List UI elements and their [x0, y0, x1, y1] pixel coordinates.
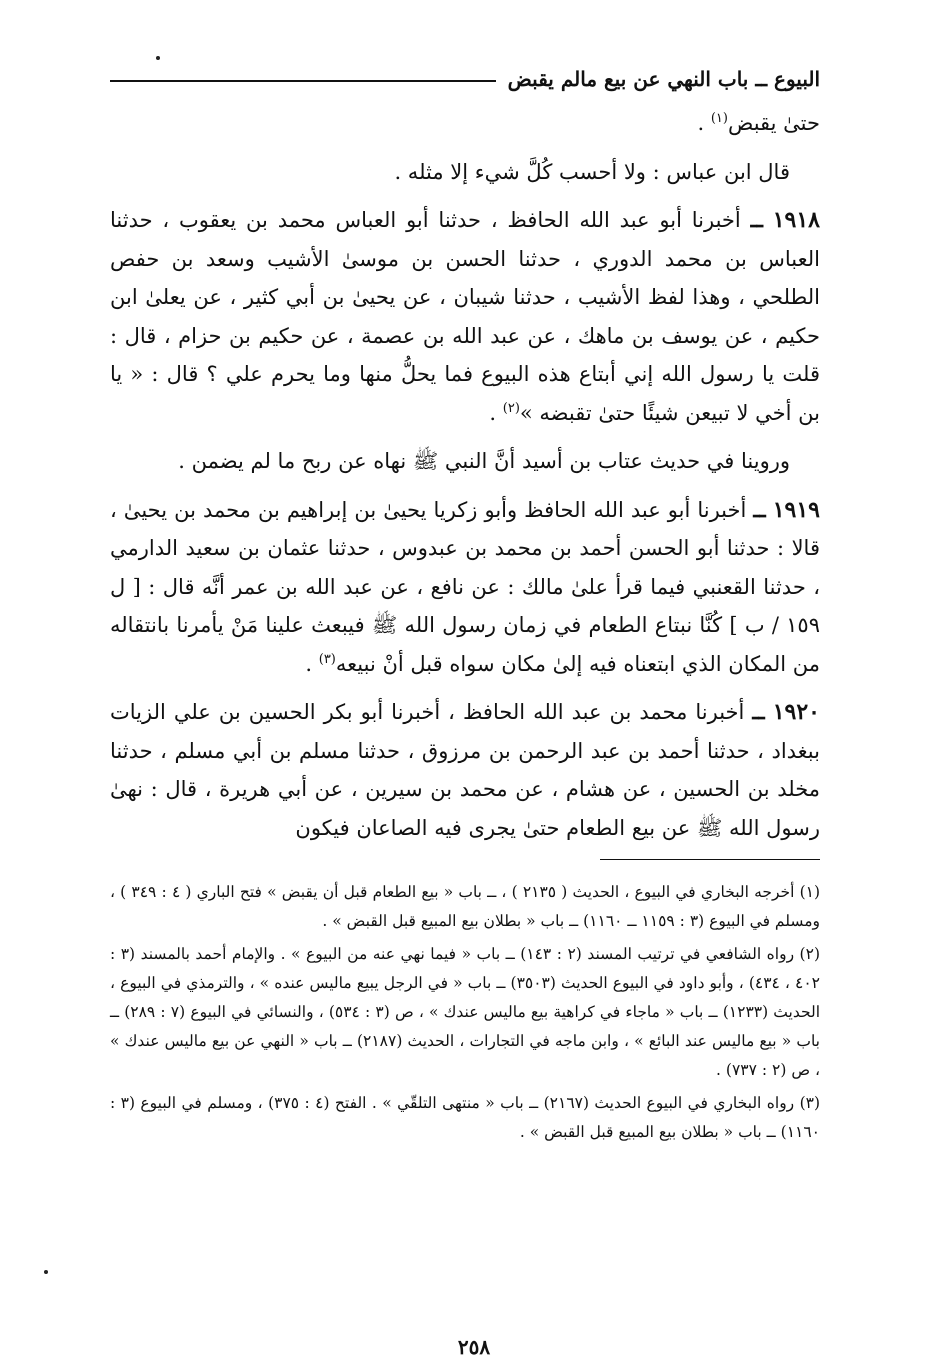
hadith-end: . — [489, 400, 503, 425]
footnote-ref-3[interactable]: (٣) — [318, 651, 336, 667]
hadith-1919 — [110, 491, 820, 684]
footnotes — [110, 878, 820, 1147]
page-number: ٢٥٨ — [457, 1335, 491, 1359]
footnote-ref-1[interactable]: (١) — [710, 111, 728, 126]
footnote-1: (١) أخرجه البخاري في البيوع ، الحديث ( ٢١٣٥ ) ، ــ باب « بيع الطعام قبل أن يقبض » فتح الباري ( ٤ : ٣٤٩ ) ، ومسلم في البيوع (٣ : ١١٥٩ ــ ١١٦٠) ــ باب « بطلان بيع المبيع قبل القبض » . — [110, 883, 821, 930]
hadith-dash: ــ — [750, 207, 763, 232]
hadith-text: أخبرنا أبو عبد الله الحافظ وأبو زكريا يحيىٰ بن إبراهيم بن محمد بن يحيىٰ ، قالا : حدثنا أبو الحسن أحمد بن محمد بن عبدوس ، حدثنا عثمان بن سعيد الدارمي ، حدثنا القعنبي فيما قرأ علىٰ مالك : عن نافع ، عن عبد الله بن عمر أنَّه قال : [ ل ١٥٩ / ب ] كُنَّا نبتاع الطعام في زمان رسول الله ﷺ فيبعث علينا مَنْ يأمرنا بانتقاله من المكان الذي ابتعناه فيه إلىٰ مكان سواه قبل أنْ نبيعه — [110, 497, 820, 676]
hadith-1918 — [110, 201, 820, 432]
running-header — [110, 60, 820, 98]
paragraph-1-end: . — [697, 111, 711, 135]
hadith-text: أخبرنا أبو عبد الله الحافظ ، حدثنا أبو العباس محمد بن يعقوب ، حدثنا العباس بن محمد الدوري ، حدثنا الحسن بن موسىٰ الأشيب وسعد بن حفص الطلحي ، وهذا لفظ الأشيب ، حدثنا شيبان ، عن يحيىٰ بن أبي كثير ، عن يعلىٰ ابن حكيم ، عن يوسف بن ماهك ، عن عبد الله بن عصمة ، عن حكيم بن حزام ، قال : قلت يا رسول الله إني أبتاع هذه البيوع فما يحلُّ منها وما يحرم علي ؟ قال : « يا بن أخي لا تبيعن شيئًا حتىٰ تقبضه » — [110, 208, 820, 425]
footnote-ref-2[interactable]: (٢) — [502, 400, 520, 416]
paragraph-2: قال ابن عباس : ولا أحسب كُلَّ شيء إلا مثله . — [394, 159, 790, 184]
hadith-number: ١٩٢٠ — [772, 699, 820, 725]
header-title: البيوع ــ باب النهي عن بيع مالم يقبض — [507, 67, 820, 91]
hadith-number: ١٩١٨ — [772, 207, 820, 233]
footnote-separator — [600, 859, 820, 860]
hadith-dash: ــ — [753, 496, 766, 522]
paragraph-1-text: حتىٰ يقبض — [727, 111, 820, 135]
hadith-end: . — [305, 651, 319, 676]
main-text — [110, 104, 820, 847]
header-rule — [110, 80, 496, 82]
page — [110, 60, 820, 1360]
hadith-number: ١٩١٩ — [772, 496, 820, 523]
footnote-2: (٢) رواه الشافعي في ترتيب المسند (٢ : ١٤٣) ــ باب « فيما نهي عنه من البيوع » . والإمام أحمد بالمسند (٣ : ٤٠٢ ، ٤٣٤) ، وأبو داود في البيوع الحديث (٣٥٠٣) ــ باب « في الرجل يبيع ماليس عنده » ، والترمذي في البيوع ، الحديث (١٢٣٣) ــ باب « ماجاء في كراهية بيع ماليس عندك » ، ص (٣ : ٥٣٤) ، والنسائي في البيوع (٧ : ٢٨٩) ــ باب « بيع ماليس عند البائع » ، وابن ماجه في التجارات ، الحديث (٢١٨٧) ــ باب « النهي عن بيع ماليس عندك » ، ص (٢ : ٧٣٧) . — [110, 945, 821, 1079]
footnote-3: (٣) رواه البخاري في البيوع الحديث (٢١٦٧) ــ باب « منتهى التلقّي » . الفتح (٤ : ٣٧٥) ، ومسلم في البيوع (٣ : ١١٦٠) ــ باب « بطلان بيع المبيع قبل القبض » . — [110, 1094, 821, 1141]
hadith-1920 — [110, 693, 820, 847]
paragraph-3: وروينا في حديث عتاب بن أسيد أنَّ النبي ﷺ نهاه عن ربح ما لم يضمن . — [178, 449, 790, 473]
hadith-dash: ــ — [752, 699, 765, 724]
ink-speck-bottom — [44, 1270, 48, 1274]
hadith-text: أخبرنا محمد بن عبد الله الحافظ ، أخبرنا أبو بكر الحسين بن علي الزيات ببغداد ، حدثنا أحمد بن عبد الرحمن بن مرزوق ، حدثنا مسلم بن أبي مسلم ، حدثنا مخلد بن الحسين ، عن هشام ، عن محمد بن سيرين ، عن أبي هريرة ، قال : نهىٰ رسول الله ﷺ عن بيع الطعام حتىٰ يجرى فيه الصاعان فيكون — [110, 700, 820, 840]
paragraph-1 — [110, 104, 820, 143]
